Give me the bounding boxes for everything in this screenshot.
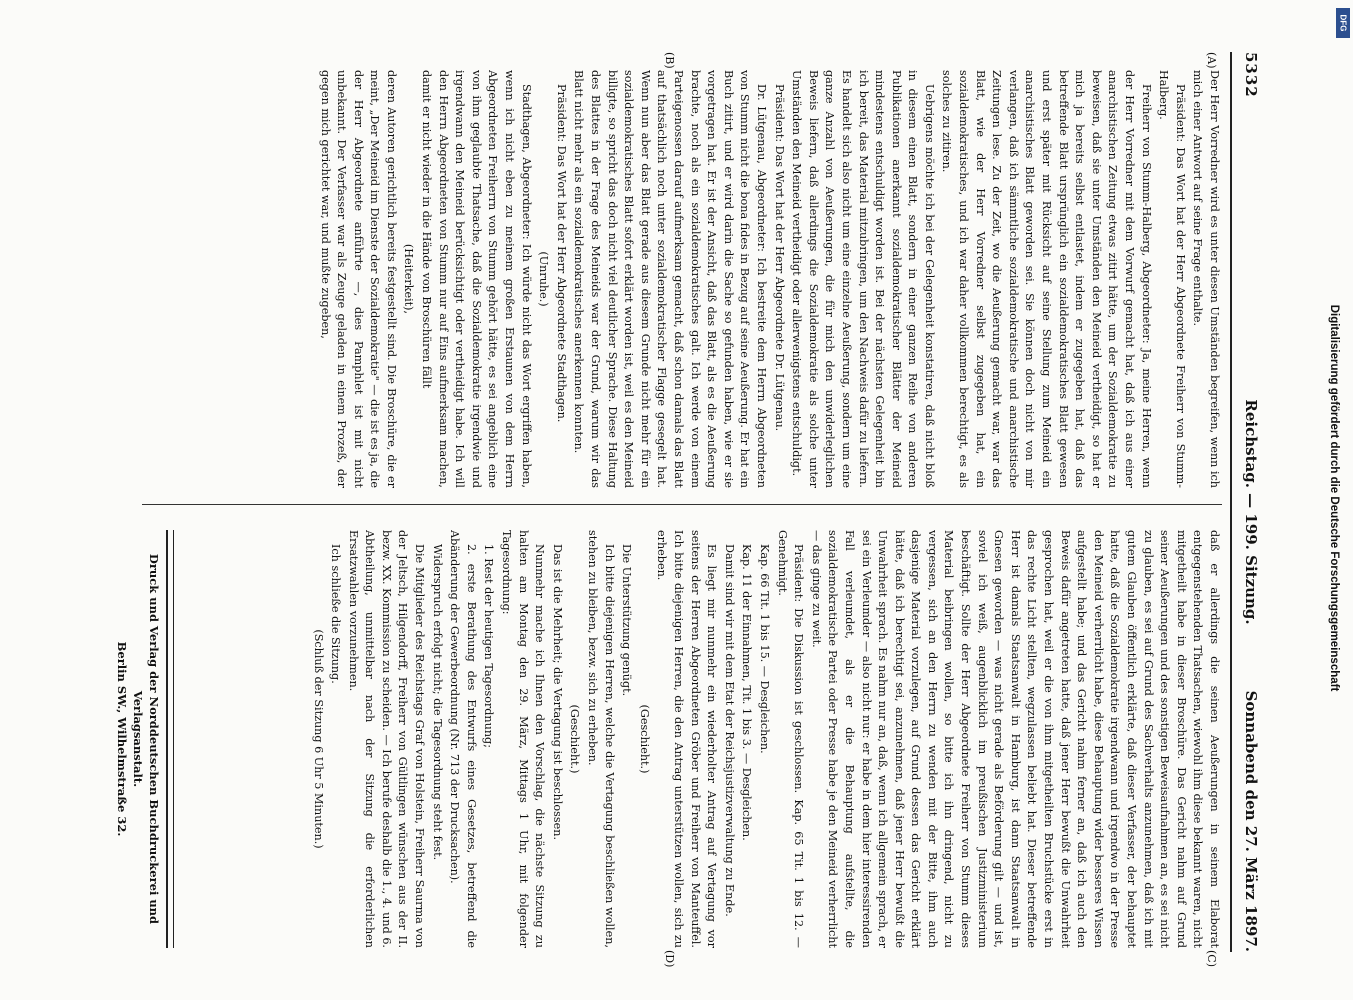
margin-marker-b: (B) (663, 52, 676, 69)
header-rule (1230, 52, 1232, 952)
margin-marker-a: (A) (1205, 52, 1218, 69)
paragraph: Es liegt mir nunmehr ein wiederholter Antrag auf Vertagung vor seitens der Herren Abgeordneten Gröber und Freiherr von Manteuffel. Ich bitte diejenigen Herren, die den Antrag unterstützen wollen, sich zu erheben. (655, 530, 719, 948)
margin-marker-c: (C) (1205, 950, 1218, 967)
paragraph: Kap. 66 Tit. 1 bis 15. — Desgleichen. (757, 544, 771, 754)
paragraph: deren Autoren gerichtlich bereits festgestellt sind. Die Broschüre, die er meint, „Der Meineid im Dienste der Sozialdemokratie" — die ist es ja, die der Herr Abgeordnete anführte —, dies Pamphlet ist mit nicht unbekannt. Der Verfasser war als Zeuge geladen in einem Prozeß, der gegen mich gerichtet war, und mußte zugeben, (318, 70, 398, 488)
agenda-item: 1. Rest der heutigen Tagesordnung; (482, 544, 496, 748)
paragraph: Damit sind wir mit dem Etat der Reichsjustizverwaltung zu Ende. (722, 544, 736, 917)
stage-direction: (Heiterkeit), (402, 243, 416, 315)
imprint (114, 530, 168, 948)
dfg-logo (1336, 8, 1350, 38)
paragraph: Präsident: Das Wort hat der Herr Abgeordnete Dr. Lütgenau. (772, 84, 786, 432)
stage-direction: (Geschieht.) (637, 704, 651, 774)
page-header (1236, 52, 1266, 952)
paragraph: Uebrigens möchte ich bei der Gelegenheit konstatiren, daß nicht bloß in diesem einen Blatt, sondern in einer ganzen Reihe von anderen Publikationen anerkannt sozialdemokratischer Blätter der Meineid mindestens entschuldigt worden ist. Bei der nächsten Gelegenheit bin ich bereit, das Material mitzubringen, um den Nachweis dafür zu liefern. Es handelt sich also nicht um eine einzelne Aeußerung, sondern um eine ganze Anzahl von Aeußerungen, die für mich den unwiderleglichen Beweis liefern, daß allerdings die Sozialdemokratie als solche unter Umständen den Meineid vertheidigt oder allerwenigstens entschuldigt. (790, 70, 936, 488)
page-number: 5332 (1242, 52, 1260, 98)
stage-direction: (Geschieht.) (568, 704, 582, 774)
newspaper-page (56, 32, 1296, 968)
paragraph: Kap. 11 der Einnahmen, Tit. 1 bis 3. — Desgleichen. (740, 544, 754, 841)
paragraph: Widerspruch erfolgt nicht; die Tagesordnung steht fest. (430, 544, 444, 861)
paragraph: Die Unterstützung genügt. (620, 544, 634, 697)
paragraph: Nunmehr mache ich Ihnen den Vorschlag, die nächste Sitzung zu halten am Montag den 29. März, Mittags 1 Uhr, mit folgender Tagesordnung: (500, 530, 547, 948)
paragraph: Das ist die Mehrheit; die Vertagung ist beschlossen. (550, 544, 564, 841)
margin-marker-d: (D) (663, 950, 676, 968)
paragraph: Präsident: Das Wort hat der Herr Abgeordnete Stadthagen. (554, 84, 568, 423)
digitization-credit-strip (1318, 10, 1350, 990)
paragraph: Ich bitte diejenigen Herren, welche die Vertagung beschließen wollen, stehen zu bleiben, bezw. sich zu erheben. (586, 530, 616, 948)
paragraph: Präsident: Das Wort hat der Herr Abgeordnete Freiherr von Stumm-Halberg. (1157, 70, 1187, 488)
column-divider (142, 504, 1222, 505)
paragraph: Der Herr Vorredner wird es unter diesen Umständen begreifen, wenn ich mich einer Antwort auf seine Frage enthalte. (1191, 70, 1221, 488)
imprint-line: Druck und Verlag der Norddeutschen Buchdruckerei und Verlagsanstalt. (131, 553, 161, 925)
paragraph: Dr. Lütgenau, Abgeordneter: Ich bestreite dem Herrn Abgeordneten von Stumm nicht die bona fides in Bezug auf seine Aeußerung. Er hat ein Buch zitirt, und er wird darin die Sache so gefunden haben, wie er sie vorgetragen hat. Er ist der Ansicht, daß das Blatt, als es die Aeußerung brachte, noch als ein sozialdemokratisches galt. Ich werde von einem Parteigenossen darauf aufmerksam gemacht, daß schon damals das Blatt auf thatsächlich noch unter sozialdemokratischer Flagge gesegelt hat. Wenn nun aber das Blatt gerade aus diesem Grunde nicht mehr für ein sozialdemokratisches Blatt sofort erklärt worden ist, weil es den Meineid billigte, so spricht das doch nicht viel deutlicher Sprache. Diese Haltung des Blattes in der Frage des Meineids war der Grund, warum wir das Blatt nicht mehr als ein sozialdemokratisches anerkennen konnten. (572, 70, 768, 488)
dfg-logo-text: DFG (1338, 14, 1348, 32)
paragraph: Ich schließe die Sitzung. (329, 544, 343, 684)
stage-direction: (Unruhe.) (537, 251, 551, 307)
paragraph: Freiherr von Stumm-Halberg, Abgeordneter: Ja, meine Herren, wenn der Herr Vorredner mit dem Vorwurf gemacht hat, daß ich aus einer anarchistischen Zeitung etwas zitirt hätte, um der Sozialdemokratie zu beweisen, daß sie unter Umständen den Meineid vertheidigt, so hat er mich ja bereits selbst entlastet, indem er zugegeben hat, daß das betreffende Blatt ursprünglich ein sozialdemokratisches Blatt gewesen und erst später mit Rücksicht auf seine Stellung zum Meineid ein anarchistisches Blatt geworden sei. Sie können doch nicht von mir verlangen, daß ich sämmtliche sozialdemokratische und anarchistische Zeitungen lese. Zu der Zeit, wo die Aeußerung gemacht war, war das Blatt, wie der Herr Vorredner selbst zugegeben hat, ein sozialdemokratisches, und ich war daher vollkommen berechtigt, es als solches zu zitiren. (940, 70, 1153, 488)
imprint-line: Berlin SW., Wilhelmstraße 32. (115, 641, 129, 837)
paragraph: Stadthagen, Abgeordneter: Ich würde nicht das Wort ergriffen haben, wenn ich nicht eben zu meinem großen Erstaunen von dem Herrn Abgeordneten Freiherrn von Stumm gehört hätte, es sei angeblich eine von ihm geglaubte Thatsache, daß die Sozialdemokratie irgendwie und irgendwann den Meineid berücksichtigt oder vertheidigt habe. Ich will den Herrn Abgeordneten von Stumm nur auf Eins aufmerksam machen, damit er nicht wieder in die Hände von Broschüren fällt (420, 70, 533, 488)
paragraph: Die Mitglieder des Reichstags Graf von Holstein, Freiherr Saurma von der Jeltsch, Hilgendorff, Freiherr von Gültlingen wünschen aus der II. bezw. XX. Kommission zu scheiden. — Ich berufe deshalb die 1., 4. und 6. Abtheilung, unmittelbar nach der Sitzung die erforderlichen Ersatzwahlen vorzunehmen. (346, 530, 427, 948)
left-column (315, 70, 1222, 488)
session-title: Reichstag. — 199. Sitzung. (1242, 399, 1260, 625)
agenda-item: 2. erste Berathung des Entwurfs eines Gesetzes, betreffend die Abänderung der Gewerbeordnung (Nr. 713 der Drucksachen). (448, 530, 478, 948)
stage-direction: (Schluß der Sitzung 6 Uhr 5 Minuten.) (311, 629, 325, 849)
session-date: Sonnabend den 27. März 1897. (1242, 690, 1260, 952)
paragraph: daß er allerdings die seinen Aeußerungen in seinem Elaborat entgegenstehenden Thatsachen, wiewohl ihm diese bekannt waren, nicht mitgetheilt habe in dieser Broschüre. Das Gericht nahm auf Grund seiner Aeußerungen und des sonstigen Beweisaufnahmen an, es sei nicht zu glauben, es sei auf Grund des Sachverhalts anzunehmen, daß ich mit gutem Glauben öffentlich erklärte, daß dieser Verfasser, der behauptet hatte, daß die Sozialdemokratie irgendwann und irgendwo in der Presse den Meineid verherrlicht habe, diese Behauptung wider besseres Wissen aufgestellt habe; und das Gericht nahm ferner an, daß ich auch den Beweis dafür angetreten hatte, daß jener Herr bewußt die Unwahrheit gesprochen hat, weil er die von ihm mitgetheilten Bruchstücke erst in das rechte Licht stellten, wegzulassen beliebt hat. Dieser betreffende Herr ist damals Staatsanwalt in Hamburg, ist dann Staatsanwalt in Gnesen geworden — was nicht gerade als Beförderung gilt — und ist, soviel ich weiß, augenblicklich im preußischen Justizministerium beschäftigt. Sollte der Herr Abgeordnete Freiherr von Stumm dieses Material beibringen wollen, so bitte ich ihn dringend, nicht zu vergessen, sich an den Herrn zu wenden mit der Bitte, ihm auch dasjenige Material vorzulegen, auf Grund dessen das Gericht erklärt hätte, daß ich berechtigt sei, anzunehmen, daß jener Herr bewußt die Unwahrheit sprach. Es nahm nur an, daß, wenn ich allgemein sprach, er sei ein Verleumder — also nicht nur: er habe in dem hier interessirenden Fall verleumdet, als er die Behauptung aufstellte, die sozialdemokratische Partei oder Presse habe je den Meineid verherrlicht — das ginge zu weit. (809, 530, 1221, 948)
digitization-credit: Digitalisierung gefördert durch die Deutsche Forschungsgemeinschaft (1328, 304, 1340, 692)
right-column (308, 530, 1222, 948)
imprint-rule (173, 530, 174, 948)
paragraph: Präsident: Die Diskussion ist geschlossen. Kap. 65 Tit. 1 bis 12. — Genehmigt. (775, 530, 806, 948)
